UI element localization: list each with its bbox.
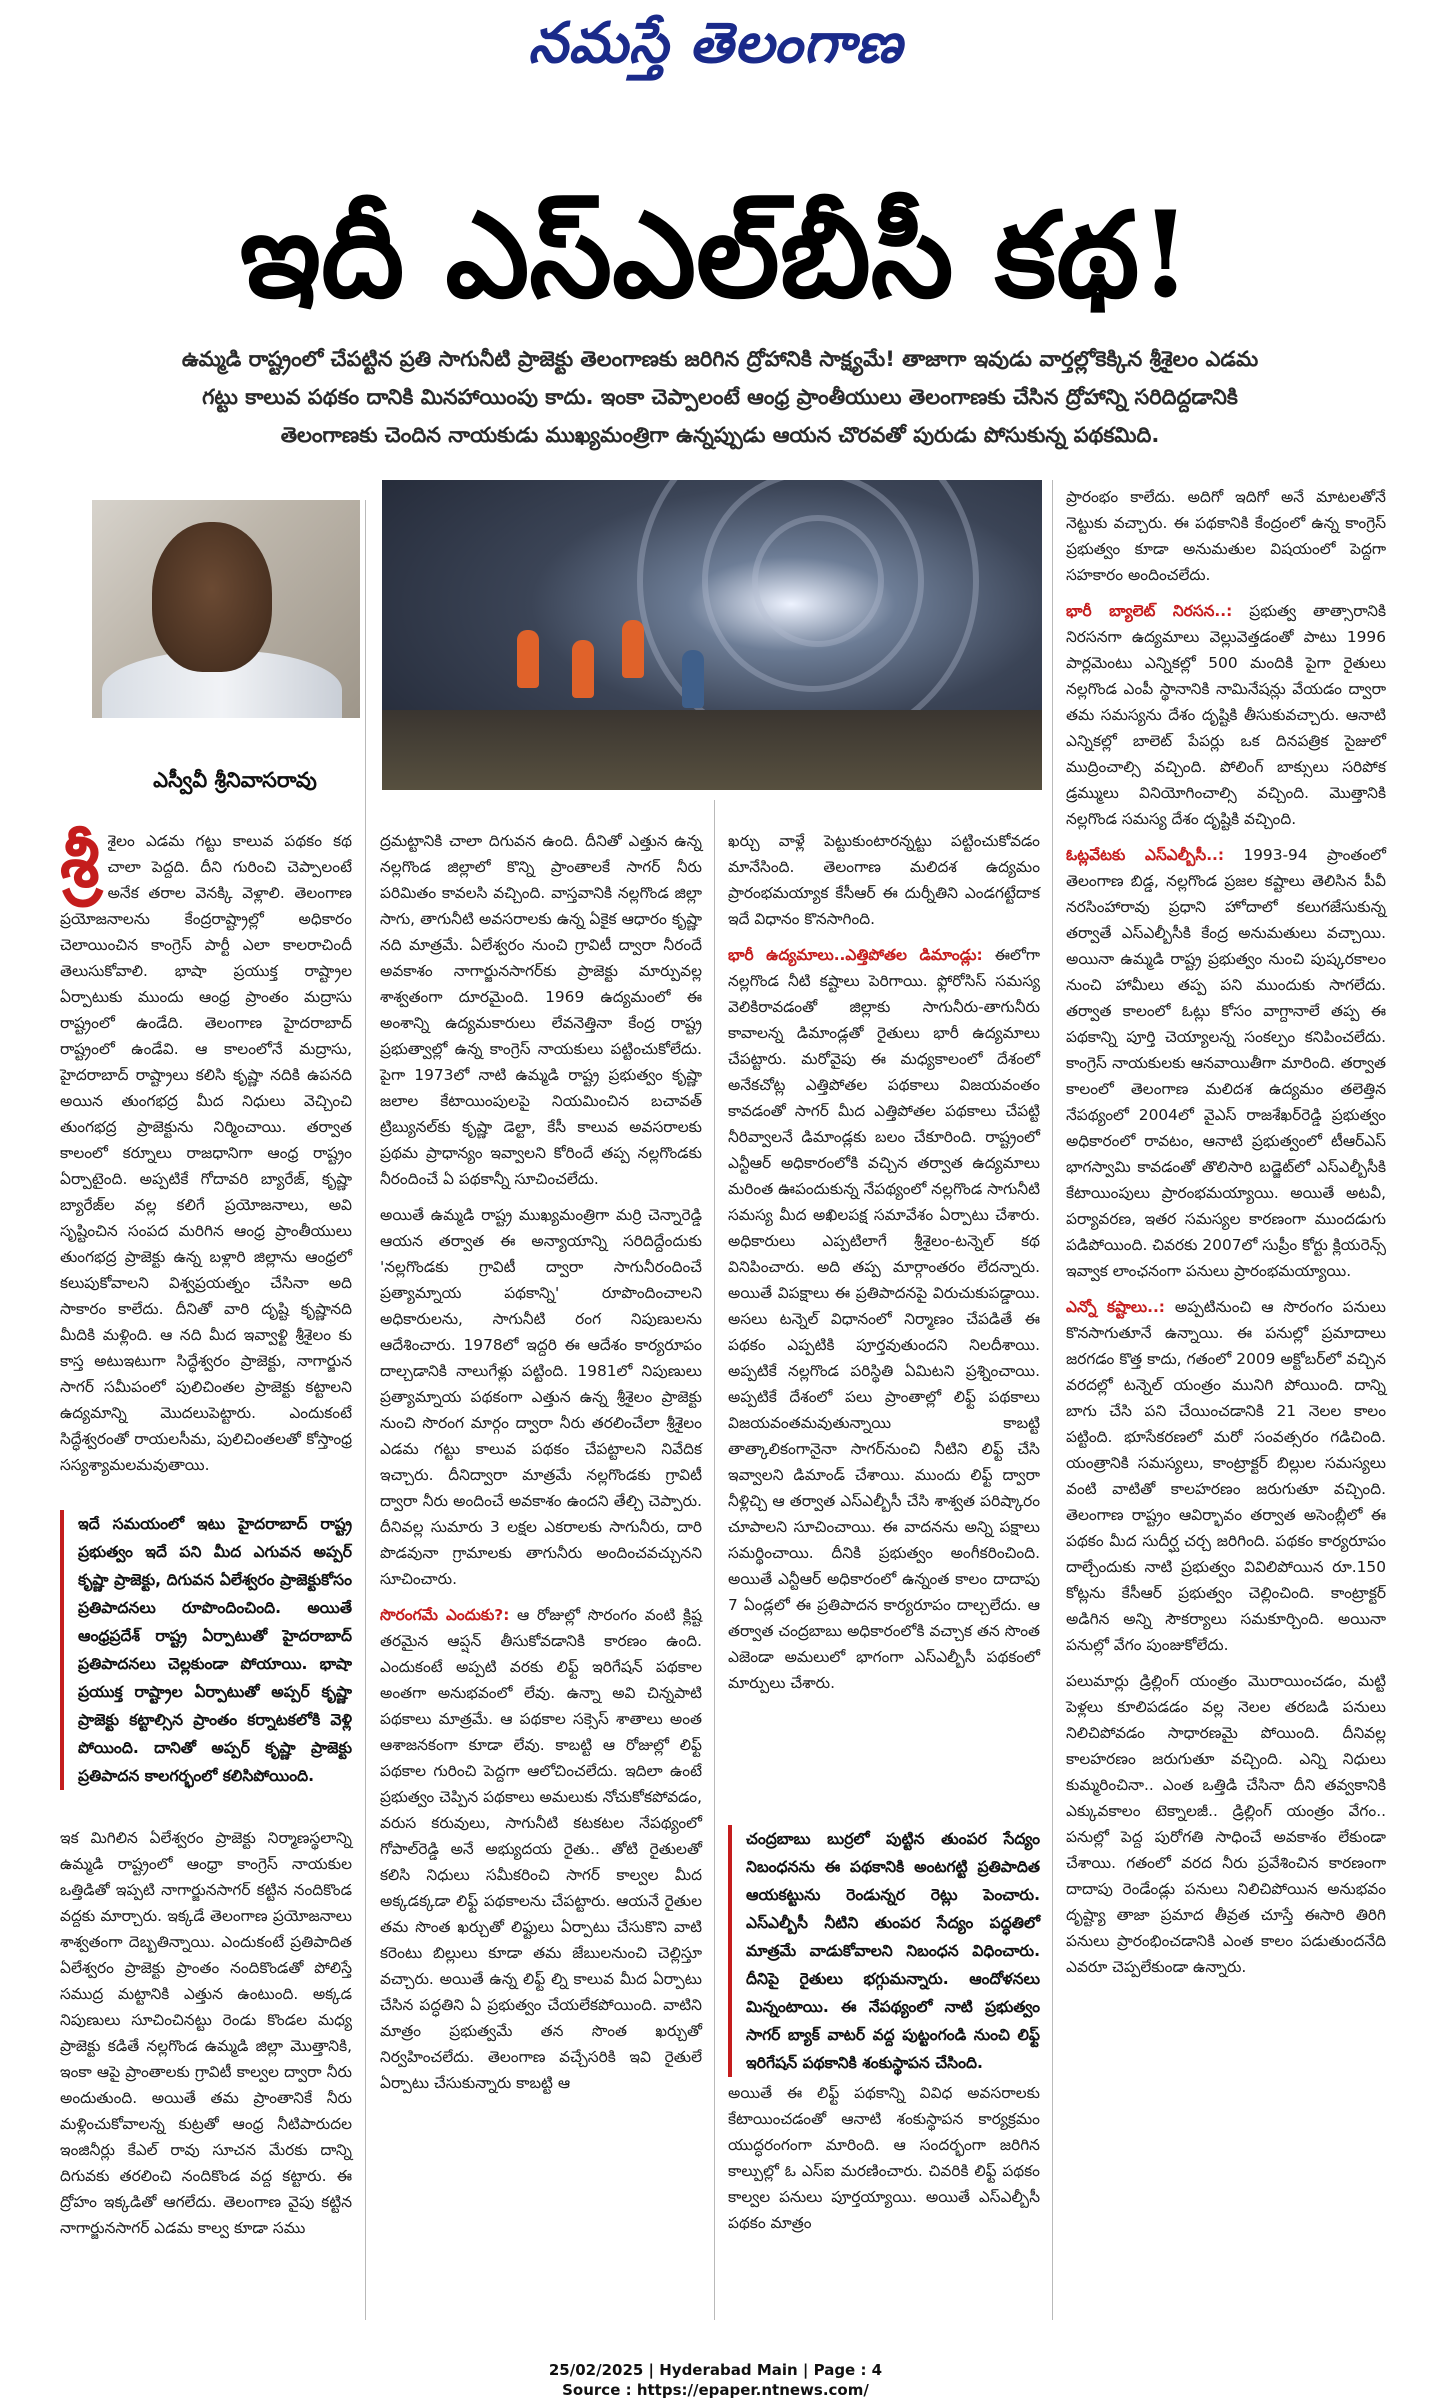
paragraph: అయితే ఉమ్మడి రాష్ట్ర ముఖ్యమంత్రిగా మర్రి చెన్నారెడ్డి ఆయన తర్వాత ఈ అన్యాయాన్ని సరిదిద్దేందుకు 'నల్లగొండకు గ్రావిటీ ద్వారా సాగునీరందించే ప్రత్యామ్నాయ పథకాన్ని' రూపొందించాలని అధికారులను, సాగునీటి రంగ నిపుణులను ఆదేశించారు. 1978లో ఇద్దరి ఈ ఆదేశం కార్యరూపం దాల్చడానికి నాలుగేళ్లు పట్టింది. 1981లో నిపుణులు ప్రత్యామ్నాయ పథకంగా ఎత్తున ఉన్న శ్రీశైలం ప్రాజెక్టు నుంచి సొరంగ మార్గం ద్వారా నీరు తరలించేలా శ్రీశైలం ఎడమ గట్టు కాలువ పథకం చేపట్టాలని నివేదిక ఇచ్చారు. దీనిద్వారా మాత్రమే నల్లగొండకు గ్రావిటీ ద్వారా నీరు అందించే అవకాశం ఉందని తేల్చి చెప్పారు. దీనివల్ల సుమారు 3 లక్షల ఎకరాలకు సాగునీరు, దారి పొడవునా గ్రామాలకు తాగునీరు అందించవచ్చునని సూచించారు. [380, 1206, 702, 1588]
paragraph: ఇక మిగిలిన ఏలేశ్వరం ప్రాజెక్టు నిర్మాణస్థలాన్ని ఉమ్మడి రాష్ట్రంలో ఆంధ్రా కాంగ్రెస్ నాయకుల ఒత్తిడితో ఇప్పటి నాగార్జునసాగర్ కట్టిన నందికొండ వద్దకు మార్చారు. ఇక్కడే తెలంగాణ ప్రయోజనాలు శాశ్వతంగా దెబ్బతిన్నాయి. ఎందుకంటే ప్రతిపాదిత ఏలేశ్వరం ప్రాజెక్టు ప్రాంతం నందికొండతో పోలిస్తే సముద్ర మట్టానికి ఎత్తున ఉంటుంది. అక్కడ నిపుణులు సూచించినట్టు రెండు కొండల మధ్య ప్రాజెక్టు కడితే నల్లగొండ ఉమ్మడి జిల్లా మొత్తానికి, ఇంకా ఆపై ప్రాంతాలకు గ్రావిటీ కాల్వల ద్వారా నీరు అందుతుంది. అయితే తమ ప్రాంతానికే నీరు మళ్లించుకోవాలన్న కుట్రతో ఆంధ్ర నీటిపారుదల ఇంజినీర్లు కేఎల్ రావు సూచన మేరకు దాన్ని దిగువకు తరలించి నందికొండ వద్ద కట్టారు. ఈ ద్రోహం ఇక్కడితో ఆగలేదు. తెలంగాణ వైపు కట్టిన నాగార్జునసాగర్ ఎడమ కాల్వ కూడా సము [60, 1829, 352, 2237]
rescue-worker [572, 640, 594, 698]
paragraph [1066, 1294, 1386, 1658]
column-rule [1052, 480, 1053, 2320]
rescue-worker [622, 620, 644, 678]
paragraph: అయితే ఈ లిఫ్ట్ పథకాన్ని వివిధ అవసరాలకు కేటాయించడంతో ఆనాటి శంకుస్థాపన కార్యక్రమం యుద్ధరంగంగా మారింది. ఆ సందర్భంగా జరిగిన కాల్పుల్లో ఓ ఎస్ఐ మరణించారు. చివరికి లిఫ్ట్ పథకం కాల్వల పనులు పూర్తయ్యాయి. అయితే ఎస్ఎల్బీసీ పథకం మాత్రం [728, 2084, 1040, 2232]
column-3 [728, 828, 1040, 1706]
author-head [152, 522, 272, 672]
source-url[interactable]: Source : https://epaper.ntnews.com/ [562, 2381, 869, 2399]
pull-quote-1: ఇదే సమయంలో ఇటు హైదరాబాద్ రాష్ట్ర ప్రభుత్వం ఇదే పని మీద ఎగువన అప్పర్ కృష్ణా ప్రాజెక్టు, దిగువన ఏలేశ్వరం ప్రాజెక్టుకోసం ప్రతిపాదనలు రూపొందించింది. అయితే ఆంధ్రప్రదేశ్ రాష్ట్ర ఏర్పాటుతో హైదరాబాద్ ప్రతిపాదనలు చెల్లకుండా పోయాయి. భాషా ప్రయుక్త రాష్ట్రాల ఏర్పాటుతో అప్పర్ కృష్ణా ప్రాజెక్టు కట్టాల్సిన ప్రాంతం కర్నాటకలోకి వెళ్లి పోయింది. దానితో అప్పర్ కృష్ణా ప్రాజెక్టు ప్రతిపాదన కాలగర్భంలో కలిసిపోయింది. [60, 1510, 352, 1790]
rescue-worker [517, 630, 539, 688]
paragraph-text: అప్పటినుంచి ఆ సొరంగం పనులు కొనసాగుతూనే ఉన్నాయి. ఈ పనుల్లో ప్రమాదాలు జరగడం కొత్త కాదు, గతంలో 2009 అక్టోబర్‌లో వచ్చిన వరదల్లో టన్నెల్ యంత్రం మునిగి పోయింది. దాన్ని బాగు చేసి పని చేయించడానికి 21 నెలల కాలం పట్టింది. భూసేకరణలో మరో సంవత్సరం గడిచింది. యంత్రానికి సమస్యలు, కాంట్రాక్టర్ బిల్లుల సమస్యలు వంటి వాటితో కాలహరణం జరుగుతూ వచ్చింది. తెలంగాణ రాష్ట్రం ఆవిర్భావం తర్వాత అసెంబ్లీలో ఈ పథకం మీద సుదీర్ఘ చర్చ జరిగింది. పథకం కార్యరూపం దాల్చేందుకు నాటి ప్రభుత్వం వివిలిపోయిన రూ.150 కోట్లను కేసీఆర్ ప్రభుత్వం చెల్లించింది. కాంట్రాక్టర్ అడిగిన అన్ని సౌకర్యాలు సమకూర్చింది. అయినా పనుల్లో వేగం పుంజుకోలేదు. [1066, 1298, 1386, 1654]
paragraph [60, 818, 352, 1478]
newspaper-logo: నమస్తే తెలంగాణ [528, 10, 903, 76]
tunnel-ring [752, 515, 884, 647]
column-1-bottom [60, 1825, 352, 2251]
subhead: ఓట్లవేటకు ఎస్ఎల్బీసీ..: [1066, 846, 1225, 864]
paragraph-text: 1993-94 ప్రాంతంలో తెలంగాణ బిడ్డ, నల్లగొండ ప్రజల కష్టాలు తెలిసిన పీవీ నరసింహారావు ప్రధాని హోదాలో కలుగజేసుకున్న తర్వాతే ఎస్ఎల్బీసీకి కేంద్ర అనుమతులు వచ్చాయి. అయినా ఉమ్మడి రాష్ట్ర ప్రభుత్వం నుంచి పుష్కరకాలం నుంచి హామీలు తప్ప పని ముందుకు సాగలేదు. తర్వాత కాలంలో ఓట్లు కోసం వాగ్దానాలే తప్ప ఈ పథకాన్ని పూర్తి చెయ్యాలన్న సంకల్పం కనిపించలేదు. కాంగ్రెస్ నాయకులకు ఆనవాయితీగా మారింది. తర్వాత కాలంలో తెలంగాణ మలిదశ ఉద్యమం తలెత్తిన నేపథ్యంలో 2004లో వైఎస్ రాజశేఖర్‌రెడ్డి ప్రభుత్వం అధికారంలో రావటం, ఆనాటి ప్రభుత్వంలో టీఆర్ఎస్ భాగస్వామి కావడంతో తొలిసారి బడ్జెట్‌లో ఎస్ఎల్బీసీకి కేటాయింపులు ప్రారంభమయ్యాయి. అయితే అటవీ, పర్యావరణ, ఇతర సమస్యల కారణంగా ముందడుగు పడిపోయింది. చివరకు 2007లో సుప్రీం కోర్టు క్లియరెన్స్ ఇవ్వాక లాంఛనంగా పనులు ప్రారంభమయ్యాయి. [1066, 846, 1386, 1280]
paragraph: ప్రారంభం కాలేదు. అదిగో ఇదిగో అనే మాటలతోనే నెట్టుకు వచ్చారు. ఈ పథకానికి కేంద్రంలో ఉన్న కాంగ్రెస్ ప్రభుత్వం కూడా అనుమతుల విషయంలో పెద్దగా సహకారం అందించలేదు. [1066, 488, 1386, 584]
column-3-bottom [728, 2080, 1040, 2246]
paragraph [728, 942, 1040, 1696]
subhead: సొరంగమే ఎందుకు?: [380, 1606, 510, 1624]
tunnel-photo [382, 480, 1042, 790]
pull-quote-2: చంద్రబాబు బుర్రలో పుట్టిన తుంపర సేద్యం నిబంధనను ఈ పథకానికి అంటగట్టి ప్రతిపాదిత ఆయకట్టును రెండున్నర రెట్లు పెంచారు. ఎస్ఎల్బీసీ నీటిని తుంపర సేద్యం పద్ధతిలో మాత్రమే వాడుకోవాలని నిబంధన విధించారు. దీనిపై రైతులు భగ్గుమన్నారు. ఆందోళనలు మిన్నంటాయి. ఈ నేపథ్యంలో నాటి ప్రభుత్వం సాగర్ బ్యాక్ వాటర్ వద్ద పుట్టంగండి నుంచి లిఫ్ట్ ఇరిగేషన్ పథకానికి శంకుస్థాపన చేసింది. [728, 1825, 1040, 2077]
paragraph [1066, 598, 1386, 832]
paragraph: పలుమార్లు డ్రిల్లింగ్ యంత్రం మొరాయించడం, మట్టి పెళ్లలు కూలిపడడం వల్ల నెలల తరబడి పనులు నిలిచిపోవడం సాధారణమై పోయింది. దీనివల్ల కాలహరణం జరుగుతూ వచ్చింది. ఎన్ని నిధులు కుమ్మరించినా.. ఎంత ఒత్తిడి చేసినా దీని తవ్వకానికి ఎక్కువకాలం టెక్నాలజీ.. డ్రిల్లింగ్ యంత్రం వేగం.. పనుల్లో పెద్ద పురోగతి సాధించే అవకాశం లేకుండా చేశాయి. గతంలో వరద నీరు ప్రవేశించిన కారణంగా దాదాపు రెండేండ్లు పనులు నిలిచిపోయిన అనుభవం దృష్ట్యా తాజా ప్రమాద తీవ్రత చూస్తే ఈసారి తిరిగి పనులు ప్రారంభించడానికి ఎంత కాలం పడుతుందనేది ఎవరూ చెప్పలేకుండా ఉన్నారు. [1066, 1672, 1386, 1976]
subhead: భారీ బ్యాలెట్ నిరసన..: [1066, 602, 1233, 620]
column-1 [60, 818, 352, 1488]
paragraph: ఖర్చు వాళ్లే పెట్టుకుంటారన్నట్టు పట్టించుకోవడం మానేసింది. తెలంగాణ మలిదశ ఉద్యమం ప్రారంభమయ్యాక కేసీఆర్ ఈ దుర్నీతిని ఎండగట్టేదాక ఇదే విధానం కొనసాగింది. [728, 832, 1040, 928]
paragraph-text: ఆ రోజుల్లో సొరంగం వంటి క్లిష్ట తరమైన ఆప్షన్ తీసుకోవడానికి కారణం ఉంది. ఎందుకంటే అప్పటి వరకు లిఫ్ట్ ఇరిగేషన్ పథకాల అంతగా అనుభవంలో లేవు. ఉన్నా అవి చిన్నపాటి పథకాలు మాత్రమే. ఆ పథకాల సక్సెస్ శాతాలు అంత ఆశాజనకంగా కూడా లేవు. కాబట్టి ఆ రోజుల్లో లిఫ్ట్ పథకాల గురించి పెద్దగా ఆలోచించలేదు. ఇదిలా ఉంటే ప్రభుత్వం చెప్పిన పథకాలు అమలుకు నోచుకోకపోవడం, వరుస కరువులు, సాగునీటి కటకటల నేపథ్యంలో గోపాల్‌రెడ్డి అనే అభ్యుదయ రైతు.. తోటి రైతులతో కలిసి నిధులు సమీకరించి సాగర్ కాల్వల మీద అక్కడక్కడా లిఫ్ట్ పథకాలను చేపట్టారు. ఆయనే రైతుల తమ సొంత ఖర్చుతో లిఫ్టులు ఏర్పాటు చేసుకొని వాటి కరెంటు బిల్లులు కూడా తమ జేబులనుంచి చెల్లిస్తూ వచ్చారు. అయితే ఉన్న లిఫ్ట్ ల్ని కాలువ మీద ఏర్పాటు చేసిన పద్ధతిని ఏ ప్రభుత్వం చేయలేకపోయింది. వాటిని మాత్రం ప్రభుత్వమే తన సొంత ఖర్చుతో నిర్వహించలేదు. తెలంగాణ వచ్చేసరికి ఇవి రైతులే ఏర్పాటు చేసుకున్నారు కాబట్టి ఆ [380, 1606, 702, 2092]
edition-info: 25/02/2025 | Hyderabad Main | Page : 4 [548, 2361, 883, 2379]
headline: ఇదీ ఎస్‌ఎల్‌బీసీ కథ! [239, 185, 1192, 324]
column-4 [1066, 484, 1386, 1990]
article-deck: ఉమ్మడి రాష్ట్రంలో చేపట్టిన ప్రతి సాగునీటి ప్రాజెక్టు తెలంగాణకు జరిగిన ద్రోహానికి సాక్ష్యమే! తాజాగా ఇవుడు వార్తల్లోకెక్కిన శ్రీశైలం ఎడమ గట్టు కాలువ పథకం దానికి మినహాయింపు కాదు. ఇంకా చెప్పాలంటే ఆంధ్ర ప్రాంతీయులు తెలంగాణకు చేసిన ద్రోహాన్ని సరిదిద్దడానికి తెలంగాణకు చెందిన నాయకుడు ముఖ్యమంత్రిగా ఉన్నప్పుడు ఆయన చొరవతో పురుడు పోసుకున్న పథకమిది. [181, 347, 1259, 447]
subhead: ఎన్నో కష్టాలు..: [1066, 1298, 1165, 1316]
paragraph-text: శైలం ఎడమ గట్టు కాలువ పథకం కథ చాలా పెద్దది. దీని గురించి చెప్పాలంటే అనేక తరాల వెనక్కి వెళ్లాలి. తెలంగాణ ప్రయోజనాలను కేంద్రరాష్ట్రాల్లో అధికారం చెలాయించిన కాంగ్రెస్ పార్టీ ఎలా కాలరాచిందీ తెలుసుకోవాలి. భాషా ప్రయుక్త రాష్ట్రాల ఏర్పాటుకు ముందు ఆంధ్ర ప్రాంతం మద్రాసు రాష్ట్రంలో ఉండేది. తెలంగాణ హైదరాబాద్ రాష్ట్రంలో ఉండేవి. ఆ కాలంలోనే మద్రాసు, హైదరాబాద్ రాష్ట్రాలు కలిసి కృష్ణా నదికి ఉపనది అయిన తుంగభద్ర మీద నిధులు వెచ్చించి తుంగభద్ర ప్రాజెక్టును నిర్మించాయి. తర్వాత కాలంలో కర్నూలు రాజధానిగా ఆంధ్ర రాష్ట్రం ఏర్పాటైంది. అప్పటికే గోదావరి బ్యారేజ్, కృష్ణా బ్యారేజ్‌ల వల్ల కలిగే ప్రయోజనాలు, అవి సృష్టించిన సంపద మరిగిన ఆంధ్ర ప్రాంతీయులు తుంగభద్ర ప్రాజెక్టు ఉన్న బళ్లారి జిల్లాను ఆంధ్రలో కలుపుకోవాలని విశ్వప్రయత్నం చేసినా అది సాకారం కాలేదు. దీనితో వారి దృష్టి కృష్ణానది మీదికి మళ్లింది. ఆ నది మీద ఇవ్వాళ్టి శ్రీశైలం కు కాస్త అటుఇటుగా సిద్ధేశ్వరం ప్రాజెక్టు, నాగార్జున సాగర్ సమీపంలో పులిచింతల ప్రాజెక్టు కట్టాలని ఉద్యమాన్ని మొదలుపెట్టారు. ఎందుకంటే సిద్ధేశ్వరంతో రాయలసీమ, పులిచింతలతో కోస్తాంధ్ర సస్యశ్యామలమవుతాయి. [60, 832, 352, 1474]
paragraph: ద్రమట్టానికి చాలా దిగువన ఉంది. దీనితో ఎత్తున ఉన్న నల్లగొండ జిల్లాలో కొన్ని ప్రాంతాలకే సాగర్ నీరు పరిమితం కావలసి వచ్చింది. వాస్తవానికి నల్లగొండ జిల్లా సాగు, తాగునీటి అవసరాలకు ఉన్న ఏకైక ఆధారం కృష్ణా నది మాత్రమే. ఏలేశ్వరం నుంచి గ్రావిటీ ద్వారా నీరందే అవకాశం నాగార్జునసాగర్‌కు ప్రాజెక్టు మార్పువల్ల శాశ్వతంగా దూరమైంది. 1969 ఉద్యమంలో ఈ అంశాన్ని ఉద్యమకారులు లేవనెత్తినా కేంద్ర రాష్ట్ర ప్రభుత్వాల్లో ఉన్న కాంగ్రెస్ నాయకులు పట్టించుకోలేదు. పైగా 1973లో నాటి ఉమ్మడి రాష్ట్ర ప్రభుత్వం కృష్ణా జలాల కేటాయింపులపై నియమించిన బచావత్ ట్రిబ్యునల్‌కు కృష్ణా డెల్టా, కేసీ కాలువ అవసరాలకు ప్రథమ ప్రాధాన్యం ఇవ్వాలని కోరిందే తప్ప నల్లగొండకు నీరందించే ఏ పథకాన్నీ సూచించలేదు. [380, 832, 702, 1188]
subhead: భారీ ఉద్యమాలు..ఎత్తిపోతల డిమాండ్లు: [728, 946, 983, 964]
paragraph [380, 1602, 702, 2096]
drop-cap: శ్రీ [60, 818, 100, 903]
author-byline: ఎస్వీవీ శ్రీనివాసరావు [153, 768, 317, 792]
masthead [0, 0, 1431, 92]
author-photo [92, 500, 360, 718]
tunnel-floor [382, 710, 1042, 790]
column-2 [380, 828, 702, 2106]
rescue-worker [682, 650, 704, 708]
page-footer [0, 2360, 1431, 2400]
paragraph [1066, 842, 1386, 1284]
column-rule [365, 500, 366, 2320]
paragraph-text: ప్రభుత్వ తాత్సారానికి నిరసనగా ఉద్యమాలు వెల్లువెత్తడంతో పాటు 1996 పార్లమెంటు ఎన్నికల్లో 500 మందికి పైగా రైతులు నల్లగొండ ఎంపీ స్థానానికి నామినేషన్లు వేయడం ద్వారా తమ సమస్యను దేశం దృష్టికి తీసుకువచ్చారు. ఆనాటి ఎన్నికల్లో బాలెట్ పేపర్లు ఒక దినపత్రిక సైజులో ముద్రించాల్సి వచ్చింది. పోలింగ్ బాక్సులు సరిపోక డ్రమ్ములు వినియోగించాల్సి వచ్చింది. మొత్తానికి నల్లగొండ సమస్య దేశం దృష్టికి వచ్చింది. [1066, 602, 1386, 828]
paragraph-text: ఈలోగా నల్లగొండ నీటి కష్టాలు పెరిగాయి. ఫ్లోరోసిస్ సమస్య వెలికిరావడంతో జిల్లాకు సాగునీరు-తాగునీరు కావాలన్న డిమాండ్లతో రైతులు భారీ ఉద్యమాలు చేపట్టారు. మరోవైపు ఈ మధ్యకాలంలో దేశంలో అనేకచోట్ల ఎత్తిపోతల పథకాలు విజయవంతం కావడంతో సాగర్ మీద ఎత్తిపోతల పథకాలు చేపట్టి నీరివ్వాలనే డిమాండ్లకు బలం చేకూరింది. రాష్ట్రంలో ఎన్టీఆర్ అధికారంలోకి వచ్చిన తర్వాత ఉద్యమాలు మరింత ఊపందుకున్న నేపథ్యంలో నల్లగొండ సాగునీటి సమస్య మీద అఖిలపక్ష సమావేశం ఏర్పాటు చేశారు. అధికారులు ఎప్పటిలాగే శ్రీశైలం-టన్నెల్ కథ వినిపించారు. అది తప్ప మార్గాంతరం లేదన్నారు. అయితే విపక్షాలు ఈ ప్రతిపాదనపై విరుచుకుపడ్డాయి. అసలు టన్నెల్ విధానంలో నిర్మాణం చేపడితే ఈ పథకం ఎప్పటికి పూర్తవుతుందని నిలదీశాయి. అప్పటికే నల్లగొండ పరిస్థితి ఏమిటని ప్రశ్నించాయి. అప్పటికే దేశంలో పలు ప్రాంతాల్లో లిఫ్ట్ పథకాలు విజయవంతమవుతున్నాయి కాబట్టి తాత్కాలికంగానైనా సాగర్‌నుంచి నీటిని లిఫ్ట్ చేసి ఇవ్వాలని డిమాండ్ చేశాయి. ముందు లిఫ్ట్ ద్వారా నీళ్లిచ్చి ఆ తర్వాత ఎస్ఎల్బీసీ చేసి శాశ్వత పరిష్కారం చూపాలని సూచించాయి. ఈ వాదనను అన్ని పక్షాలు సమర్థించాయి. దీనికి ప్రభుత్వం అంగీకరించింది. అయితే ఎన్టీఆర్ అధికారంలో ఉన్నంత కాలం దాదాపు 7 ఏండ్లలో ఈ ప్రతిపాదన కార్యరూపం దాల్చలేదు. ఆ తర్వాత చంద్రబాబు అధికారంలోకి వచ్చాక తన సొంత ఎజెండా అమలులో భాగంగా ఎస్ఎల్బీసీ పథకంలో మార్పులు చేశారు. [728, 946, 1040, 1692]
column-rule [714, 800, 715, 2320]
